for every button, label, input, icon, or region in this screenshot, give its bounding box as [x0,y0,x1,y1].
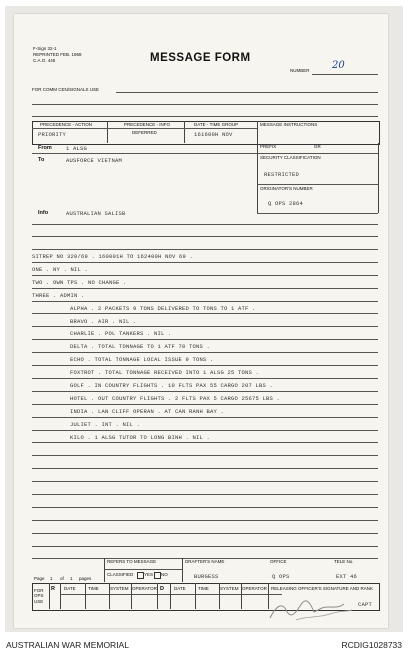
body-rule [32,249,378,250]
precedence-action-value: PRIORITY [38,131,67,138]
body-line: THREE . ADMIN . [32,291,85,299]
office-value: Q OPS [272,573,290,580]
message-form-paper [14,14,388,628]
body-line: TWO . OWN TPS . NO CHANGE . [32,278,127,286]
body-rule [32,236,378,237]
body-rule [32,442,378,443]
body-line: KILO . 1 ALSG TUTOR TO LONG BINH . NIL . [70,433,211,441]
body-rule [32,378,378,379]
body-rule [32,533,378,534]
for-ops-use-label: FOR OPS USE [34,588,44,604]
to-value: AUSFORCE VIETNAM [66,157,123,164]
refers-to-message-label: REFERS TO MESSAGE [107,559,157,564]
body-rule [32,391,378,392]
body-rule [32,352,378,353]
cao-code: C.A.O. 445 [33,58,56,63]
officer-signature [266,596,356,624]
body-rule [32,404,378,405]
d-time-label: TIME [198,586,209,591]
precedence-info-label: PRECEDENCE - INFO [124,122,171,127]
from-label: From [38,145,52,151]
d-system-label: SYSTEM [220,586,239,591]
tele-no-value: EXT 46 [336,573,358,580]
precedence-info-deferred: DEFERRED [132,130,157,135]
classified-yes-label: YES [144,572,154,577]
d-date-label: DATE [174,586,186,591]
page-value: 1 [50,576,53,581]
releasing-officer-rank: CAPT [358,601,373,608]
body-rule [32,288,378,289]
body-line: SITREP NO 320/69 . 160001H TO 162400H NOV 69 . [32,253,194,260]
body-line: CHARLIE . POL TANKERS . NIL . [70,330,172,338]
body-line: INDIA . LAN CLIFF OPERAN . AT CAN RANH BAY . [70,407,225,415]
body-rule [32,481,378,482]
to-label: To [38,157,45,163]
d-operator-label: OPERATOR [242,586,267,591]
of-label: of [60,576,64,581]
body-line: FOXTROT . TOTAL TONNAGE RECEIVED INTO 1 ALSG 25 TONS . [70,369,260,377]
body-rule [32,365,378,366]
body-rule [32,455,378,456]
form-title: MESSAGE FORM [150,52,251,64]
body-rule [32,339,378,340]
security-classification-label: SECURITY CLASSIFICATION [260,155,321,160]
body-line: GOLF . IN COUNTRY FLIGHTS . 10 FLTS PAX 55 CARGO 207 LBS . [70,382,274,389]
info-value: AUSTRALIAN SALISB [66,210,126,217]
body-rule [32,313,378,314]
dtg-value: 161600H NOV [194,131,233,138]
classified-no-label: NO [161,572,168,577]
body-rule [32,430,378,431]
body-line: ALPHA . 2 PACKETS 9 TONS DELIVERED TO TONS TO 1 ATF . [70,304,256,312]
tele-no-label: TELE No. [334,559,354,564]
r-date-label: DATE [64,586,76,591]
body-line: JULIET . INT . NIL . [70,420,141,428]
pages-label: pages [79,576,92,581]
gr-label: GR [314,144,321,149]
caption-id: RCDIG1028733 [341,640,402,650]
caption-archive: AUSTRALIAN WAR MEMORIAL [6,640,129,650]
reprinted-note: REPRINTED FEB. 1968 [33,52,82,57]
body-rule [32,546,378,547]
body-line: ECHO . TOTAL TONNAGE LOCAL ISSUE 9 TONS . [70,356,214,364]
drafters-name-label: DRAFTER'S NAME [185,559,225,564]
message-instructions-label: MESSAGE INSTRUCTIONS [260,122,318,127]
prefix-label: PREFIX [260,144,277,149]
number-label: NUMBER [290,68,310,73]
precedence-action-label: PRECEDENCE - ACTION [40,122,93,127]
body-rule [32,301,378,302]
classified-no-checkbox [154,572,161,579]
body-rule [32,468,378,469]
info-label: Info [38,210,49,216]
releasing-officer-label: RELEASING OFFICER'S SIGNATURE AND RANK [271,586,374,591]
dtg-label: DATE - TIME GROUP [194,122,239,127]
security-classification-value: RESTRICTED [264,171,300,178]
body-rule [32,417,378,418]
office-label: OFFICE [270,559,287,564]
number-value: 20 [332,60,345,71]
body-line: ONE . NY . NIL . [32,265,89,273]
r-time-label: TIME [88,586,99,591]
originator-number-label: ORIGINATOR'S NUMBER [260,186,313,191]
body-rule [32,507,378,508]
body-line: HOTEL . OUT COUNTRY FLIGHTS . 2 FLTS PAX 5 CARGO 25675 LBS . [70,394,281,402]
pages-value: 1 [70,576,73,581]
signal-code: F-Sign 32-1 [33,46,57,51]
r-operator-label: OPERATOR [132,586,157,591]
body-rule [32,494,378,495]
classified-label: CLASSIFIED [107,572,134,577]
from-value: 1 ALSG [66,145,88,152]
for-comm-label: FOR COMM CEN/SIGNALS USE [32,87,100,92]
body-rule [32,520,378,521]
body-line: BRAVO . AIR . NIL . [70,317,137,325]
r-label: R [51,586,55,592]
classified-yes-checkbox [137,572,144,579]
drafters-name-value: BURGESS [194,573,219,580]
body-line: DELTA . TOTAL TONNAGE TO 1 ATF 70 TONS . [70,343,211,351]
originator-number-value: Q OPS 2864 [268,200,304,207]
page-label: Page [34,576,45,581]
body-rule [32,262,378,263]
body-rule [32,275,378,276]
r-system-label: SYSTEM [110,586,129,591]
body-rule [32,326,378,327]
d-label: D [160,586,164,592]
